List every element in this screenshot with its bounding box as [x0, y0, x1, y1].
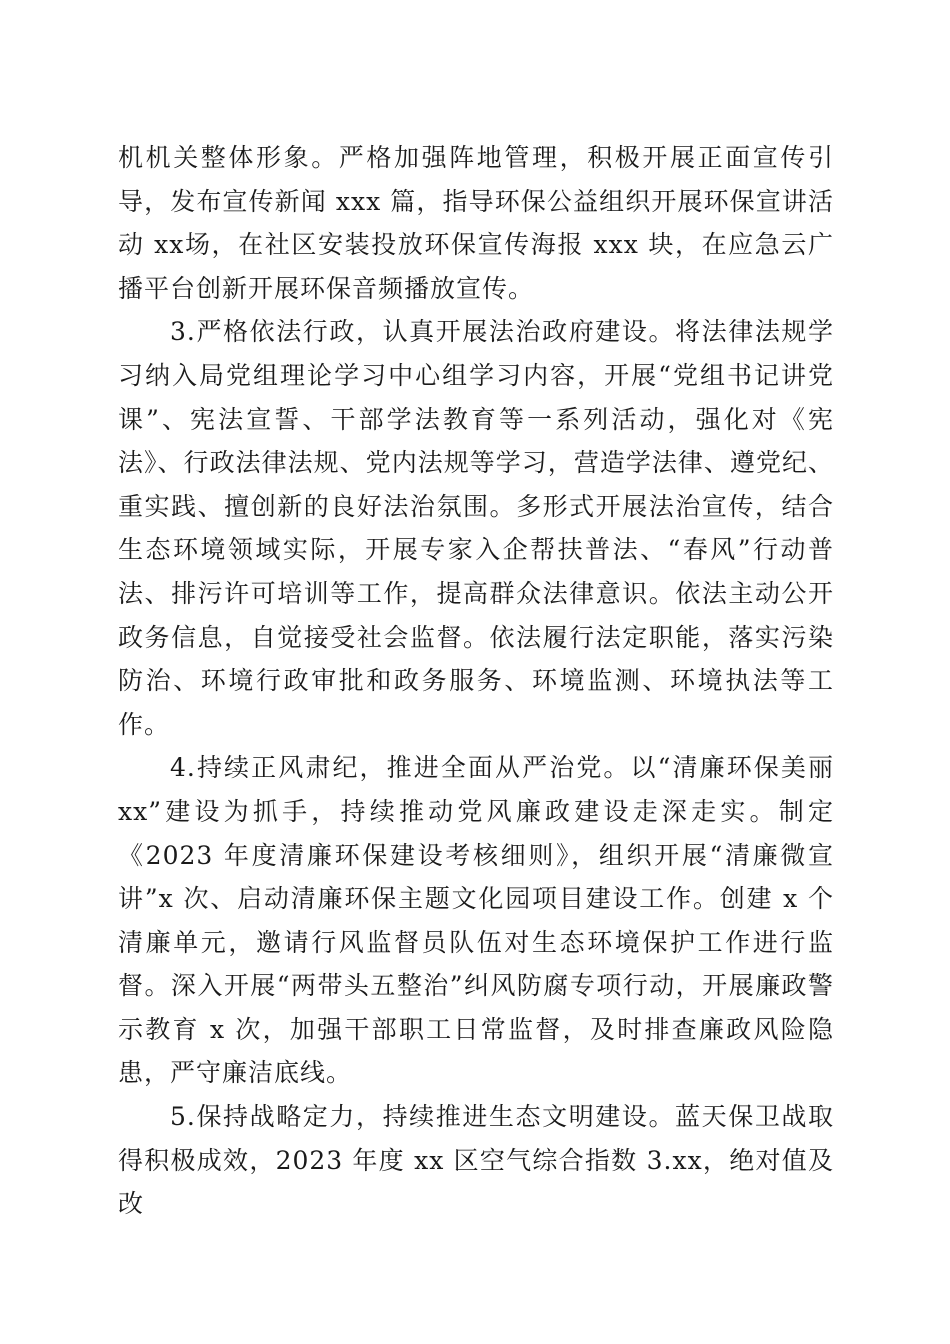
paragraph-party-discipline: 4.持续正风肃纪，推进全面从严治党。以“清廉环保美丽xx”建设为抓手，持续推动党风廉政建设走深走实。制定《2023 年度清廉环保建设考核细则》，组织开展“清廉微宣讲”x 次、启动清廉环保主题文化园项目建设工作。创建 x 个清廉单元，邀请行风监督员队伍对生态环境保护工作进行监督。深入开展“两带头五整治”纠风防腐专项行动，开展廉政警示教育 x 次，加强干部职工日常监督，及时排查廉政风险隐患，严守廉洁底线。: [118, 753, 834, 1088]
paragraph-ecological-civilization: 5.保持战略定力，持续推进生态文明建设。蓝天保卫战取得积极成效，2023 年度 xx 区空气综合指数 3.xx，绝对值及改: [118, 1102, 834, 1219]
paragraph-rule-of-law: 3.严格依法行政，认真开展法治政府建设。将法律法规学习纳入局党组理论学习中心组学习内容，开展“党组书记讲党课”、宪法宣誓、干部学法教育等一系列活动，强化对《宪法》、行政法律法规、党内法规等学习，营造学法律、遵党纪、重实践、擅创新的良好法治氛围。多形式开展法治宣传，结合生态环境领域实际，开展专家入企帮扶普法、“春风”行动普法、排污许可培训等工作，提高群众法律意识。依法主动公开政务信息，自觉接受社会监督。依法履行法定职能，落实污染防治、环境行政审批和政务服务、环境监测、环境执法等工作。: [118, 317, 834, 739]
paragraph-publicity: 机机关整体形象。严格加强阵地管理，积极开展正面宣传引导，发布宣传新闻 xxx 篇，指导环保公益组织开展环保宣讲活动 xx场，在社区安装投放环保宣传海报 xxx 块，在应急云广播平台创新开展环保音频播放宣传。: [118, 143, 834, 303]
document-body: [118, 136, 834, 1226]
